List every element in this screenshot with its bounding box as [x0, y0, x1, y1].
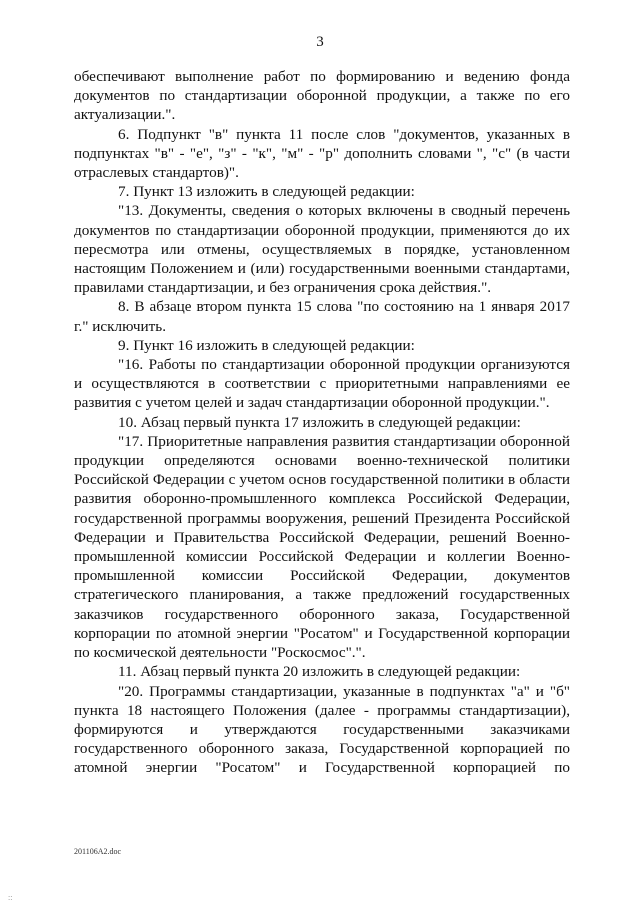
- paragraph-item-10: 10. Абзац первый пункта 17 изложить в следующей редакции:: [118, 413, 521, 431]
- page-number: 3: [316, 34, 324, 50]
- paragraph-continuation: обеспечивают выполнение работ по формированию и ведению фонда документов по стандартизации оборонной продукции, а также по его актуализации.".: [74, 68, 570, 124]
- paragraph-quote-20: "20. Программы стандартизации, указанные в подпунктах "а" и "б" пункта 18 настоящего Положения (далее - программы стандартизации), формируются и утверждаются государственными заказчиками государственного оборонного заказа, Государственной корпорацией по атомной энергии "Росатом" и Государственной корпорацией по: [74, 682, 570, 777]
- paragraph-quote-17: "17. Приоритетные направления развития стандартизации оборонной продукции определяются основами военно-технической политики Российской Федерации с учетом основ государственной политики в области развития оборонно-промышленного комплекса Российской Федерации, государственной программы вооружения, решений Президента Российской Федерации и Правительства Российской Федерации, решений Военно-промышленной комиссии Российской Федерации и коллегии Военно-промышленной комиссии Российской Федерации, документов стратегического планирования, а также предложений государственных заказчиков государственного оборонного заказа, Государственной корпорации по атомной энергии "Росатом" и Государственной корпорации по космической деятельности "Роскосмос".".: [74, 432, 570, 662]
- document-body: [74, 67, 570, 778]
- paragraph-quote-13: "13. Документы, сведения о которых включены в сводный перечень документов по стандартизации оборонной продукции, применяются до их пересмотра или отмены, осуществляемых в порядке, установленном настоящим Положением и (или) государственными военными стандартами, правилами стандартизации, и без ограничения срока действия.".: [74, 202, 570, 297]
- paragraph-item-11: 11. Абзац первый пункта 20 изложить в следующей редакции:: [118, 663, 521, 681]
- paragraph-item-6: 6. Подпункт "в" пункта 11 после слов "документов, указанных в подпунктах "в" - "е", "з" - "к", "м" - "р" дополнить словами ", "с" (в части отраслевых стандартов)".: [74, 125, 570, 182]
- paragraph-item-8: 8. В абзаце втором пункта 15 слова "по состоянию на 1 января 2017 г." исключить.: [74, 298, 570, 335]
- paragraph-quote-16: "16. Работы по стандартизации оборонной продукции организуются и осуществляются в соответствии с приоритетными направлениями ее развития с учетом целей и задач стандартизации оборонной продукции.".: [74, 356, 570, 412]
- file-name-footer: 201106A2.doc: [74, 847, 122, 856]
- corner-mark: ::: [8, 893, 13, 902]
- paragraph-item-7: 7. Пункт 13 изложить в следующей редакции:: [118, 183, 415, 201]
- paragraph-item-9: 9. Пункт 16 изложить в следующей редакции:: [118, 336, 415, 354]
